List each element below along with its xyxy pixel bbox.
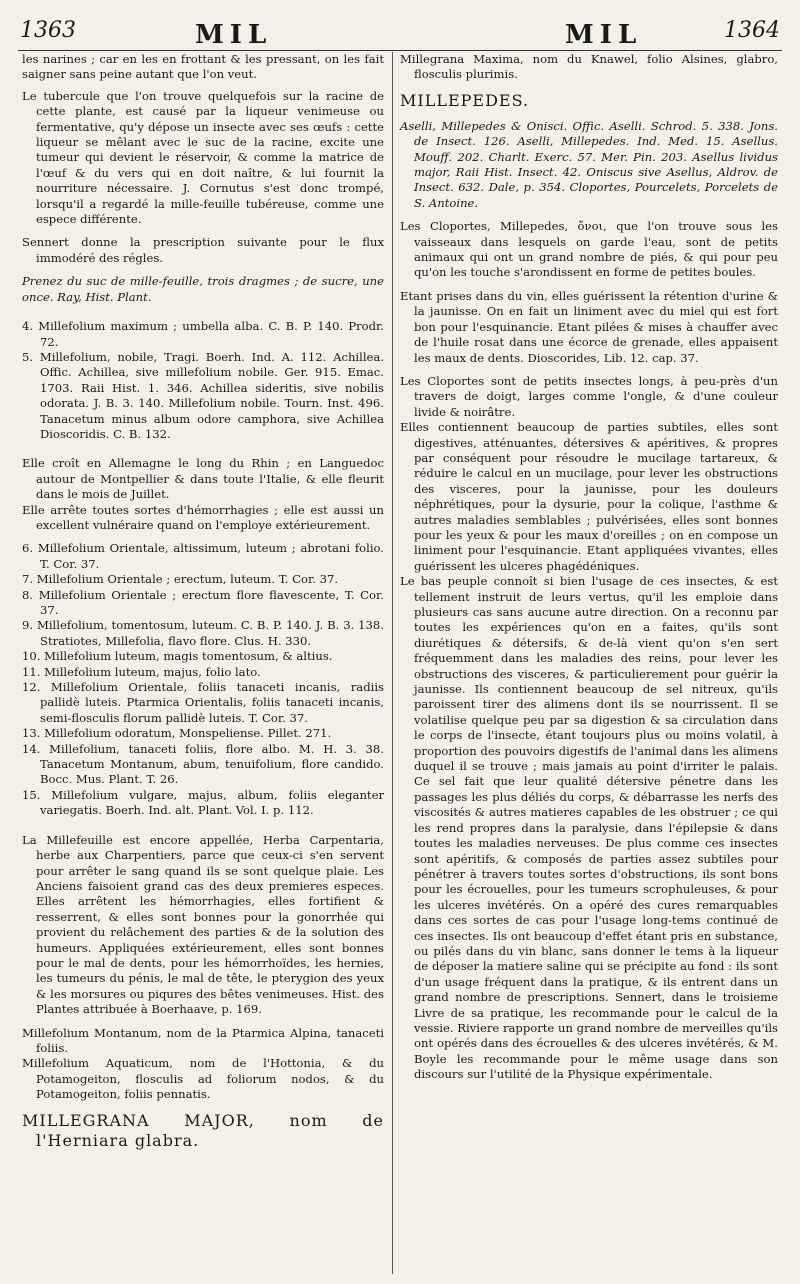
running-header: [20, 14, 780, 48]
paragraph: Elles contiennent beaucoup de parties subtiles, elles sont digestives, atténuantes, détersives & apéritives, & propres par conséquent pour résoudre le mucilage tartareux, & réduire le calcul en un mucilage, pour lever les obstructions des visceres, pour la jaunisse, pour les douleurs néphrétiques, pour la dysurie, pour la colique, l'asthme & autres maladies semblables ; pulvérisées, elles sont bonnes pour les yeux & pour les maux d'oreilles ; on en compose un liniment pour l'esquinancie. Etant appliquées vivantes, elles guérissent les ulceres phagédéniques.: [400, 420, 778, 573]
list-item: 15. Millefolium vulgare, majus, album, foliis eleganter variegatis. Boerh. Ind. alt. Plant. Vol. I. p. 112.: [22, 787, 384, 818]
list-item: 5. Millefolium, nobile, Tragi. Boerh. Ind. A. 112. Achillea. Offic. Achillea, sive millefolium nobile. Ger. 915. Emac. 1703. Raii Hist. 1. 346. Achillea sideritis, sive nobilis odorata. J. B. 3. 140. Millefolium nobile. Tourn. Inst. 496. Tanacetum minus album odore camphora, sive Achillea Dioscoridis. C. B. 132.: [22, 349, 384, 441]
paragraph: Etant prises dans du vin, elles guérissent la rétention d'urine & la jaunisse. On en fait un liniment avec du miel qui est fort bon pour l'esquinancie. Etant pilées & mises à chauffer avec de l'huile rosat dans une écorce de grenade, elles appaisent les maux de dents. Dioscorides, Lib. 12. cap. 37.: [400, 288, 778, 365]
entry-heading: MILLEPEDES.: [400, 90, 530, 110]
section-break: [22, 266, 384, 274]
paragraph: La Millefeuille est encore appellée, Herba Carpentaria, herbe aux Charpentiers, parce que ceux-ci s'en servent pour arrêter le sang quand ils se sont quelque plaie. Les Anciens faisoient grand cas des deux premieres especes. Elles arrêtent les hémorrhagies, elles fortifient & resserrent, & elles sont bonnes pour la gonorrhée qui provient du relâchement des parties & de la solution des humeurs. Appliquées extérieurement, elles sont bonnes pour le mal de dents, pour les hémorrhoïdes, les hernies, les tumeurs du pénis, le mal de tête, le pterygion des yeux & les morsures ou piqures des bêtes venimeuses. Hist. des Plantes attribuée à Boerhaave, p. 169.: [22, 832, 384, 1017]
paragraph: les narines ; car en les en frottant & les pressant, on les fait saigner sans peine autant que l'on veut.: [22, 52, 384, 82]
section-break: [22, 227, 384, 235]
header-rule: [18, 50, 782, 51]
paragraph: Elle arrête toutes sortes d'hémorrhagies ; elle est aussi un excellent vulnéraire quand on l'employe extérieurement.: [22, 502, 384, 532]
column-divider: [392, 52, 393, 1274]
section-break: [22, 311, 384, 319]
right-column: [400, 52, 778, 1083]
paragraph: Elle croît en Allemagne le long du Rhin ; en Languedoc autour de Montpellier & dans toute l'Italie, & elle fleurit dans le mois de Juillet.: [22, 456, 384, 502]
synonym-list: [22, 319, 384, 442]
section-break: [22, 1018, 384, 1026]
section-break: [400, 281, 778, 289]
list-item: 10. Millefolium luteum, magis tomentosum, & altius.: [22, 649, 333, 664]
list-item: 4. Millefolium maximum ; umbella alba. C. B. P. 140. Prodr. 72.: [22, 319, 384, 349]
list-item: 12. Millefolium Orientale, foliis tanaceti incanis, radiis pallidè luteis. Ptarmica Orientalis, foliis tanaceti incanis, semi-flosculis florum pallidè luteis. T. Cor. 37.: [22, 680, 384, 725]
paragraph: Les Cloportes, Millepedes, ὄνοι, que l'on trouve sous les vaisseaux dans lesquels on garde l'eau, sont de petits animaux qui ont un grand nombre de piés, & qui pour peu qu'on les touche s'arondissent en forme de petites boules.: [400, 219, 778, 280]
list-item: 6. Millefolium Orientale, altissimum, luteum ; abrotani folio. T. Cor. 37.: [22, 541, 384, 571]
list-item: 13. Millefolium odoratum, Monspeliense. Pillet. 271.: [22, 726, 332, 741]
list-item: 9. Millefolium, tomentosum, luteum. C. B. P. 140. J. B. 3. 138. Stratiotes, Millefolia, flavo flore. Clus. H. 330.: [22, 618, 384, 648]
synonym-block: Aselli, Millepedes & Onisci. Offic. Aselli. Schrod. 5. 338. Jons. de Insect. 126. Aselli, Millepedes. Ind. Med. 15. Asellus. Mouff. 202. Charlt. Exerc. 57. Mer. Pin. 203. Asellus lividus major, Raii Hist. Insect. 42. Oniscus sive Asellus, Aldrov. de Insect. 632. Dale, p. 354. Cloportes, Pourcelets, Porcelets de S. Antoine.: [400, 118, 778, 210]
paragraph: Millegrana Maxima, nom du Knawel, folio Alsines, glabro, flosculis plurimis.: [400, 52, 778, 82]
section-break: [22, 448, 384, 456]
paragraph: Millefolium Aquaticum, nom de l'Hottonia, & du Potamogeiton, flosculis ad foliorum nodos, & du Potamogeiton, foliis pennatis.: [22, 1056, 384, 1102]
paragraph: Le bas peuple connoît si bien l'usage de ces insectes, & est tellement instruit de leurs vertus, qu'il les emploie dans plusieurs cas sans aucune autre direction. On a reconnu par toutes les expériences qu'on en a faites, qu'ils sont diurétiques & détersifs, & de-là vient qu'on s'en sert fréquemment dans les maladies des reins, pour lever les obstructions des visceres, & particulierement pour guérir la jaunisse. Ils contiennent beaucoup de sel nitreux, qu'ils paroissent tirer des alimens dont ils se nourrissent. Il se volatilise quelque peu par sa digestion & sa circulation dans le corps de l'insecte, étant toujours plus ou moins volatil, à proportion des pouvoirs digestifs de l'animal dans les alimens duquel il se trouve ; mais jamais au point d'irriter le palais. Ce sel fait que leur qualité détersive pénetre dans les passages les plus déliés du corps, & débarrasse les nerfs des viscosités & autres matieres capables de les obstruer ; ce qui les rend propres dans la paralysie, dans l'épilepsie & dans toutes les maladies nerveuses. De plus comme ces insectes sont apéritifs, & composés de parties assez subtiles pour pénétrer à travers toutes sortes d'obstructions, ils sont bons pour les écrouelles, pour les tumeurs scrophuleuses, & pour les ulceres invétérés. On a opéré des cures remarquables dans ces sortes de cas pour l'usage long-tems continué de ces insectes. Ils ont beaucoup d'effet étant pris en substance, ou pilés dans du vin blanc, sans donner le tems à la liqueur de déposer la matiere saline qui se précipite au fond : ils sont d'un usage fréquent dans la pratique, & ils entrent dans un grand nombre de prescriptions. Sennert, dans le troisieme Livre de sa pratique, les recommande pour le calcul de la vessie. Riviere rapporte un grand nombre de merveilles qu'ils ont opérés dans des écrouelles & des ulceres invétérés, & M. Boyle les recommande pour le même usage dans son discours sur l'utilité de la Physique expérimentale.: [400, 574, 778, 1082]
list-item: 14. Millefolium, tanaceti foliis, flore albo. M. H. 3. 38. Tanacetum Montanum, abum, tenuifolium, flore candido. Bocc. Mus. Plant. T. 26.: [22, 741, 384, 787]
right-running-word: MIL: [565, 20, 643, 50]
list-item: 11. Millefolium luteum, majus, folio lato.: [22, 664, 261, 679]
section-break: [400, 366, 778, 374]
paragraph: Sennert donne la prescription suivante pour le flux immodéré des régles.: [22, 235, 384, 265]
paragraph: Les Cloportes sont de petits insectes longs, à peu-près d'un travers de doigt, larges comme l'ongle, & d'une couleur livide & noirâtre.: [400, 373, 778, 419]
section-break: [22, 533, 384, 541]
paragraph: Le tubercule que l'on trouve quelquefois sur la racine de cette plante, est causé par la liqueur venimeuse ou fermentative, qu'y dépose un insecte avec ses œufs : cette liqueur se mêlant avec le suc de la racine, excite une tumeur qui devient le réservoir, & comme la matrice de l'œuf & du vers qui en doit naître, & lui fournit la nourriture nécessaire. J. Cornutus s'est donc trompé, lorsqu'il a regardé la mille-feuille tubéreuse, comme une espece différente.: [22, 88, 384, 227]
right-page-number: 1364: [724, 18, 780, 43]
list-item: 7. Millefolium Orientale ; erectum, luteum. T. Cor. 37.: [22, 572, 339, 587]
left-column: [22, 52, 384, 1159]
left-page-number: 1363: [20, 18, 76, 43]
paragraph: Millefolium Montanum, nom de la Ptarmica Alpina, tanaceti foliis.: [22, 1025, 384, 1055]
left-running-word: MIL: [195, 20, 273, 50]
synonym-list: [22, 541, 384, 818]
section-break: [400, 211, 778, 219]
prescription: Prenez du suc de mille-feuille, trois dragmes ; de sucre, une once. Ray, Hist. Plant.: [22, 274, 384, 304]
entry-heading: MILLEGRANA MAJOR, nom de l'Herniara glabra.: [22, 1110, 384, 1150]
list-item: 8. Millefolium Orientale ; erectum flore flavescente, T. Cor. 37.: [22, 587, 384, 617]
section-break: [22, 825, 384, 833]
